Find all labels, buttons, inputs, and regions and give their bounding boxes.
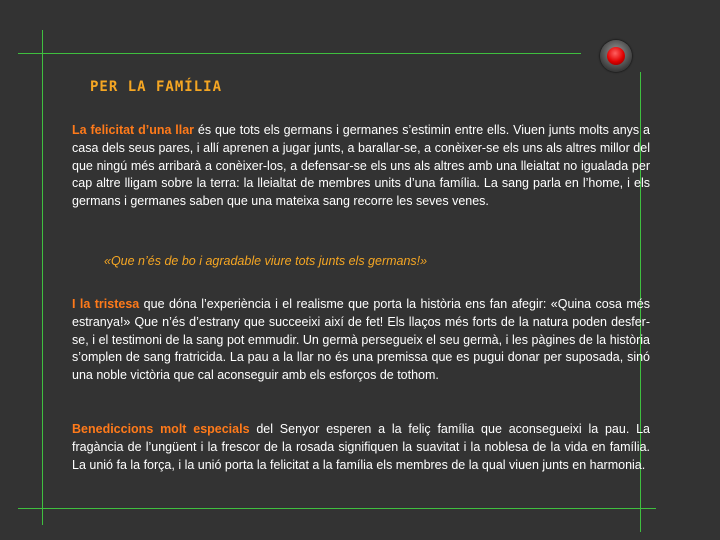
page-title: PER LA FAMÍLIA	[90, 79, 223, 95]
paragraph-2	[72, 296, 650, 385]
record-icon	[600, 40, 632, 72]
paragraph-3	[72, 421, 650, 474]
paragraph-1-lead: La felicitat d’una llar	[72, 123, 195, 137]
left-vertical-line	[42, 30, 43, 525]
paragraph-3-text: del Senyor esperen a la feliç família que aconsegueixi la pau. La fragància de l’ungüent i la frescor de la rosada signifiquen la suavitat i la noblesa de la vida en família. La unió fa la força, i la unió porta la felicitat a la família els membres de la qual viuen junts en harmonia.	[72, 422, 650, 472]
top-horizontal-line	[18, 53, 581, 54]
paragraph-2-lead: I la tristesa	[72, 297, 140, 311]
paragraph-3-lead: Benediccions molt especials	[72, 422, 250, 436]
paragraph-1	[72, 122, 650, 211]
paragraph-1-text: és que tots els germans i germanes s’estimin entre ells. Viuen junts molts anys a casa dels seus pares, i allí aprenen a jugar junts, a barallar-se, a conèixer-se els uns als altres millor del que ningú més arribarà a conèixer-los, a defensar-se els uns als altres amb una lleialtat no igualada per cap altre lligam sobre la terra: la lleialtat de membres units d’una família. La sang parla en l’home, i els germans i germanes saben que una mateixa sang recorre les seves venes.	[72, 123, 650, 209]
bottom-horizontal-line	[18, 508, 656, 509]
quote: «Que n’és de bo i agradable viure tots junts els germans!»	[104, 254, 428, 268]
record-button[interactable]	[596, 38, 636, 74]
record-icon-center	[607, 47, 625, 65]
paragraph-2-text: que dóna l’experiència i el realisme que porta la història ens fan afegir: «Quina cosa més estranya!» Que n’és d’estrany que succeeixi així de fet! Els llaços més forts de la natura poden desfer-se, i el testimoni de la sang pot emmudir. Un germà persegueix el seu germà, i les pàgines de la història s’omplen de sang fratricida. La pau a la llar no és una premissa que es pugui donar per suposada, sinó una noble victòria que cal aconseguir amb els esforços de tothom.	[72, 297, 650, 383]
